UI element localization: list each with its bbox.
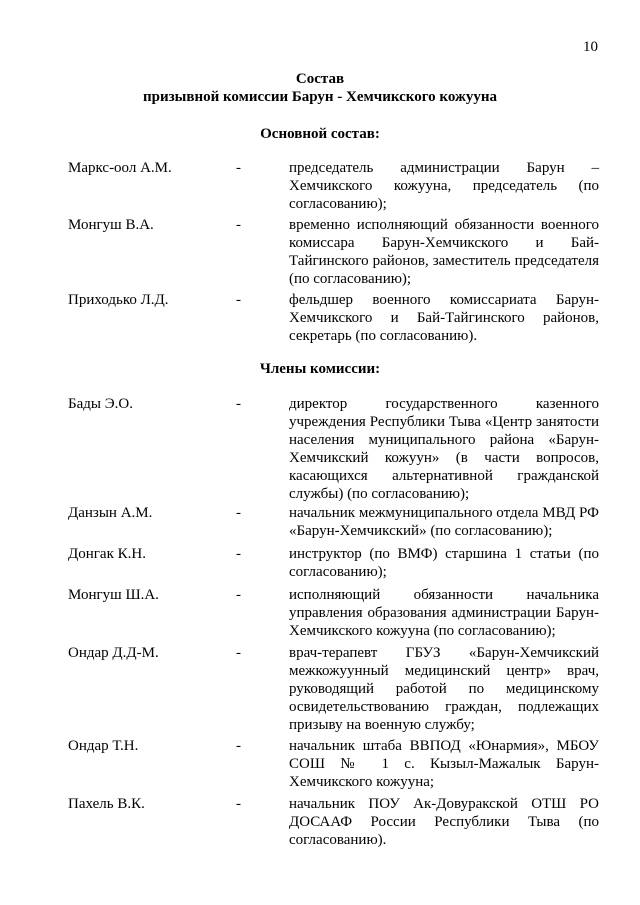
member-dash: - [236, 645, 241, 661]
member-role: временно исполняющий обязанности военного комиссара Барун-Хемчикского и Бай-Тайгинского районов, заместитель председателя (по согласованию); [289, 217, 599, 287]
member-role: фельдшер военного комиссариата Барун-Хемчикского и Бай-Тайгинского районов, секретарь (по согласованию). [289, 292, 599, 344]
member-role: исполняющий обязанности начальника управления образования администрации Барун-Хемчикского кожууна (по согласованию); [289, 587, 599, 639]
member-dash: - [236, 396, 241, 412]
title-line-2: призывной комиссии Барун - Хемчикского кожууна [142, 89, 498, 105]
page-number: 10 [583, 39, 598, 55]
member-role: директор государственного казенного учреждения Республики Тыва «Центр занятости населения муниципального района «Барун-Хемчикский кожуун» (в части вопросов, касающихся альтернативной гражданской службы) (по согласованию); [289, 396, 599, 502]
member-dash: - [236, 505, 241, 521]
member-name: Данзын А.М. [68, 505, 153, 521]
member-dash: - [236, 546, 241, 562]
member-dash: - [236, 160, 241, 176]
member-name: Приходько Л.Д. [68, 292, 169, 308]
member-role: начальник межмуниципального отдела МВД РФ «Барун-Хемчикский» (по согласованию); [289, 505, 599, 539]
member-name: Маркс-оол А.М. [68, 160, 172, 176]
member-role: начальник ПОУ Ак-Довуракской ОТШ РО ДОСААФ России Республики Тыва (по согласованию). [289, 796, 599, 848]
member-name: Ондар Т.Н. [68, 738, 139, 754]
commission-members-heading: Члены комиссии: [259, 361, 381, 377]
member-dash: - [236, 738, 241, 754]
member-dash: - [236, 587, 241, 603]
member-name: Монгуш Ш.А. [68, 587, 159, 603]
document-title [0, 70, 640, 106]
member-name: Пахель В.К. [68, 796, 145, 812]
member-role: инструктор (по ВМФ) старшина 1 статьи (по согласованию); [289, 546, 599, 580]
main-composition-heading: Основной состав: [260, 126, 380, 142]
member-dash: - [236, 292, 241, 308]
member-name: Монгуш В.А. [68, 217, 154, 233]
member-name: Ондар Д.Д-М. [68, 645, 159, 661]
member-name: Донгак К.Н. [68, 546, 146, 562]
member-name: Бады Э.О. [68, 396, 133, 412]
title-line-1: Состав [295, 71, 345, 87]
member-role: начальник штаба ВВПОД «Юнармия», МБОУ СОШ № 1 с. Кызыл-Мажалык Барун-Хемчикского кожууна; [289, 738, 599, 790]
member-role: председатель администрации Барун – Хемчикского кожууна, председатель (по согласованию); [289, 160, 599, 212]
member-role: врач-терапевт ГБУЗ «Барун-Хемчикский межкожуунный медицинский центр» врач, руководящий работой по медицинскому освидетельствованию граждан, подлежащих призыву на военную службу; [289, 645, 599, 733]
member-dash: - [236, 217, 241, 233]
member-dash: - [236, 796, 241, 812]
